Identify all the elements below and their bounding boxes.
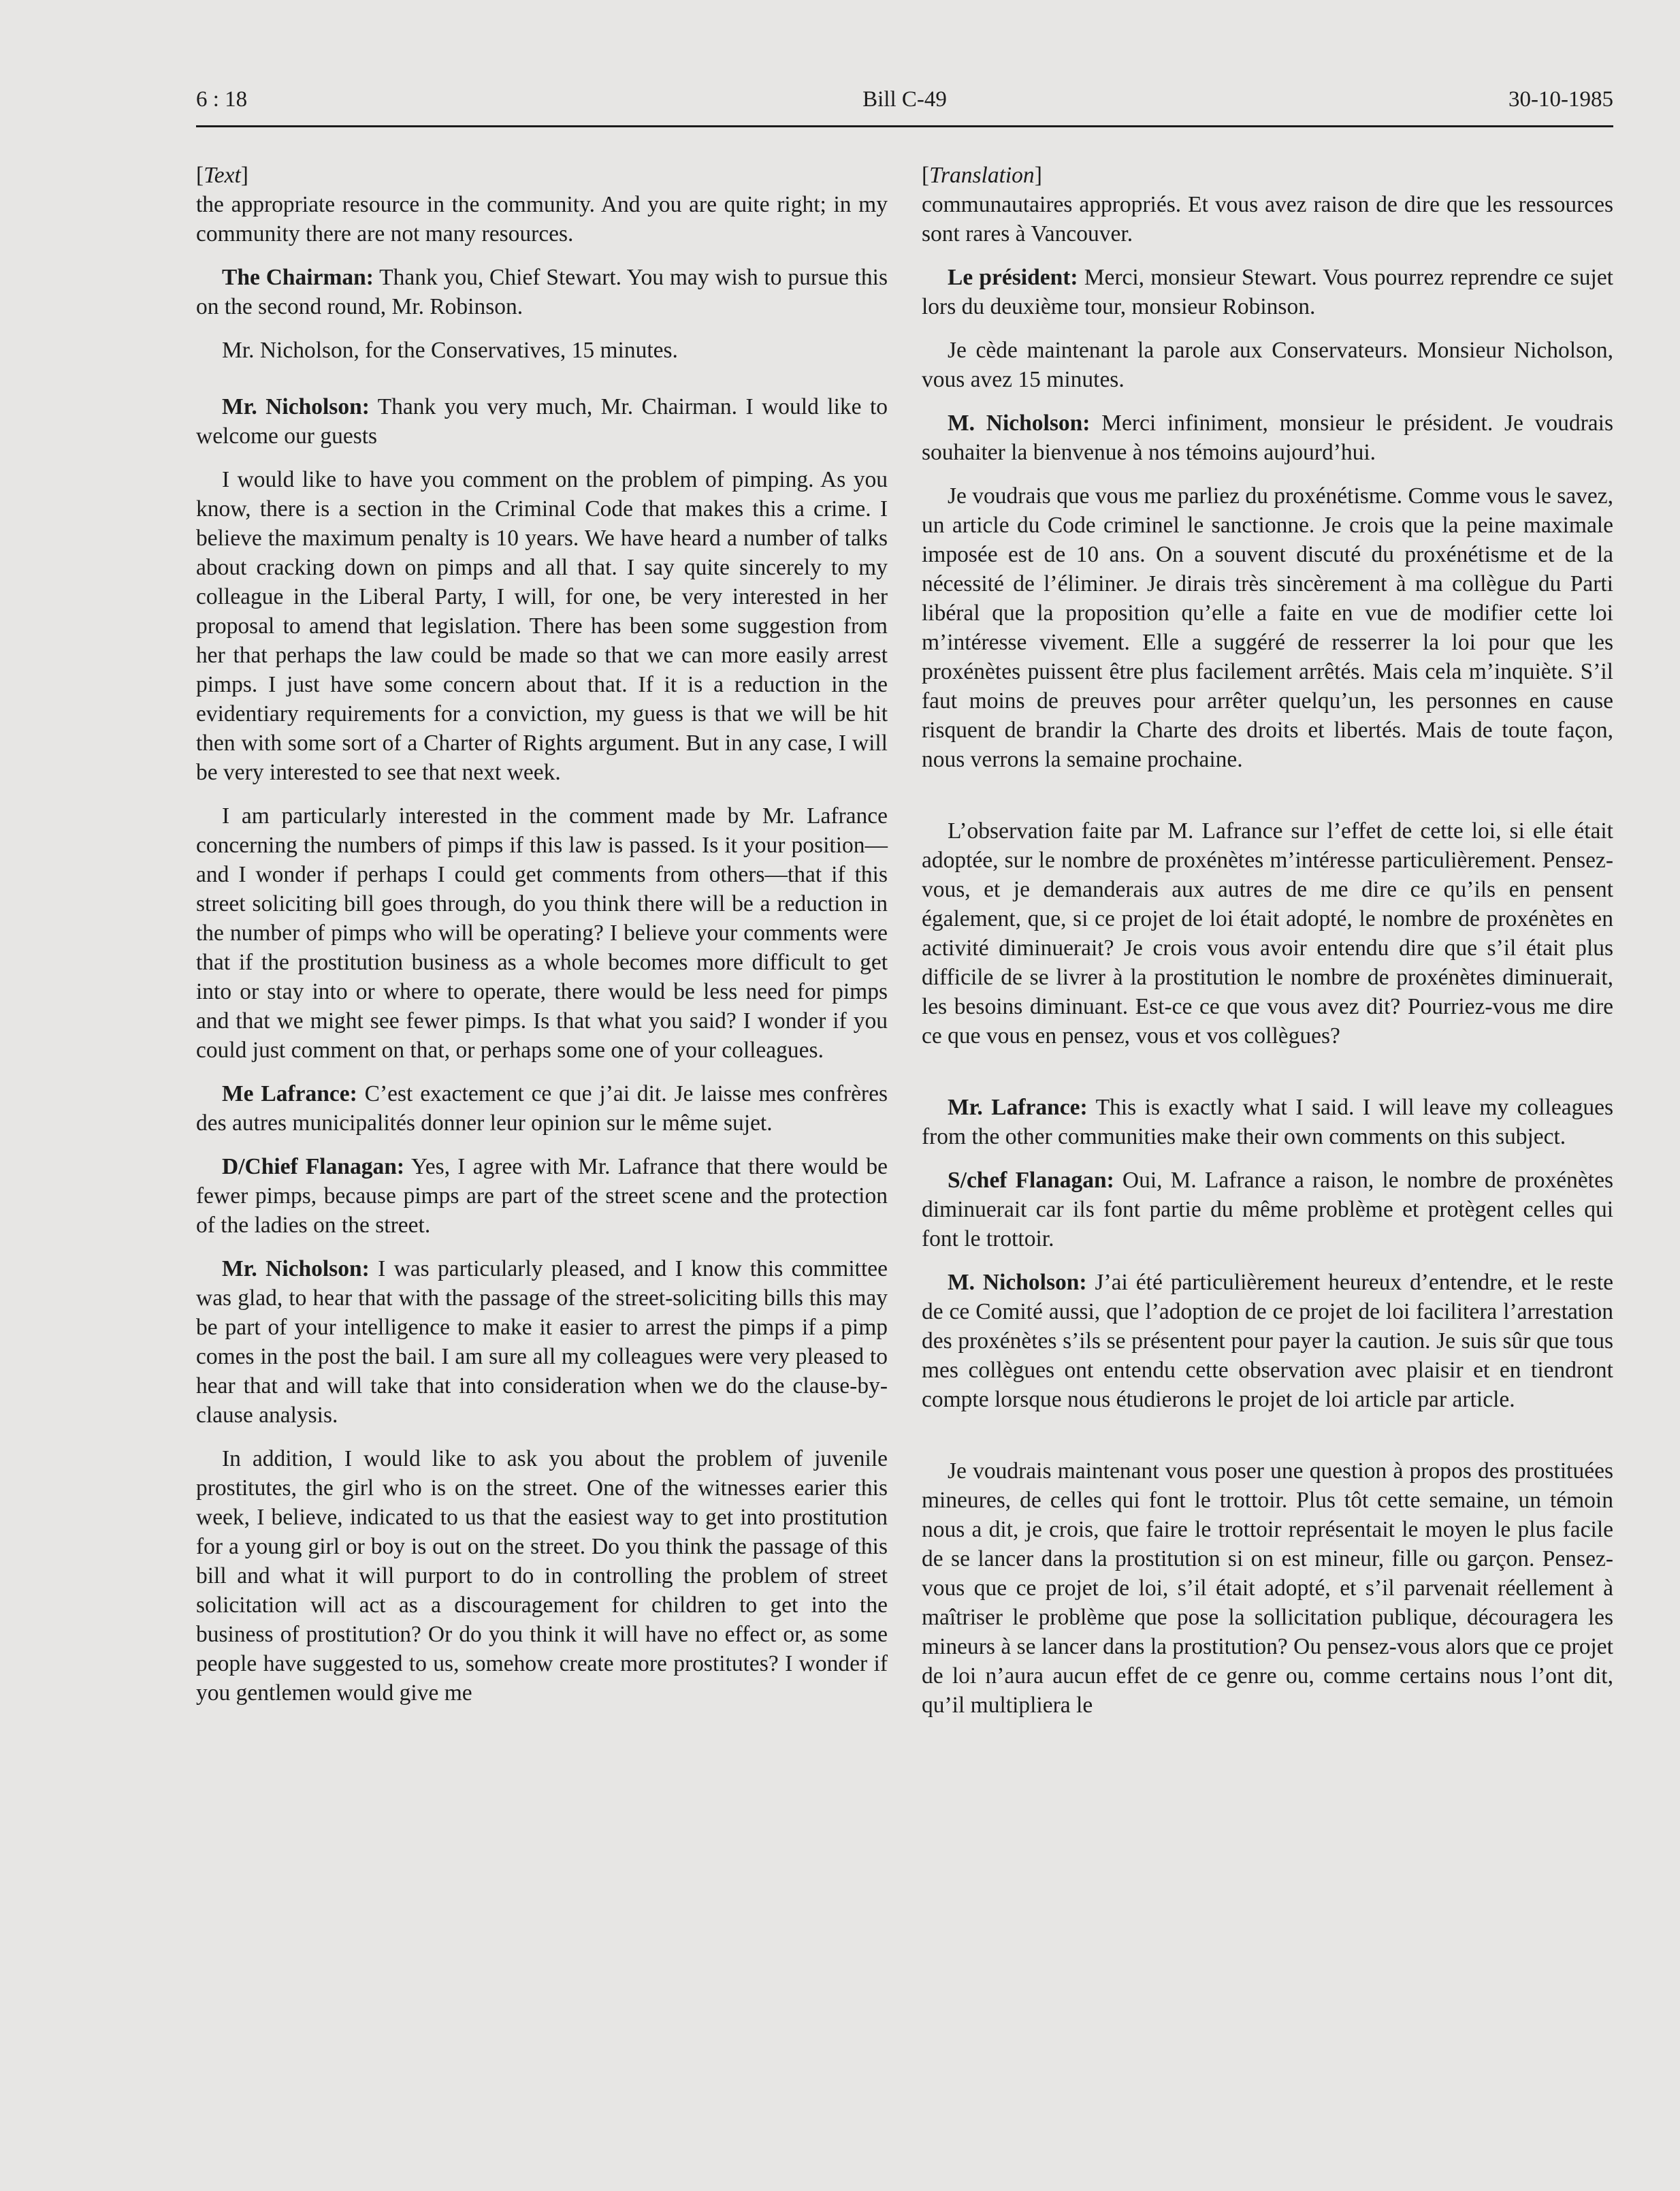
speaker-name: The Chairman: bbox=[222, 265, 374, 290]
paragraph: Me Lafrance: C’est exactement ce que j’ai dit. Je laisse mes confrères des autres municipalités donner leur opinion sur le même sujet. bbox=[196, 1081, 888, 1136]
page-header bbox=[196, 87, 1613, 127]
paragraph: S/chef Flanagan: Oui, M. Lafrance a raison, le nombre de proxénètes diminuerait car ils font partie du même problème et protègent celles qui font le trottoir. bbox=[922, 1168, 1613, 1251]
speaker-name: Le président: bbox=[948, 265, 1078, 290]
speaker-name: Mr. Nicholson: bbox=[222, 1256, 370, 1281]
paragraph: Le président: Merci, monsieur Stewart. Vous pourrez reprendre ce sujet lors du deuxième tour, monsieur Robinson. bbox=[922, 265, 1613, 319]
translation-column bbox=[922, 161, 1613, 1734]
paragraph: The Chairman: Thank you, Chief Stewart. You may wish to pursue this on the second round, Mr. Robinson. bbox=[196, 265, 888, 319]
paragraph: D/Chief Flanagan: Yes, I agree with Mr. Lafrance that there would be fewer pimps, because pimps are part of the street scene and the protection of the ladies on the street. bbox=[196, 1154, 888, 1238]
paragraph: communautaires appropriés. Et vous avez raison de dire que les ressources sont rares à Vancouver. bbox=[922, 192, 1613, 246]
paragraph: Je voudrais que vous me parliez du proxénétisme. Comme vous le savez, un article du Code criminel le sanctionne. Je crois que la peine maximale imposée est de 10 ans. On a souvent discuté du proxénétisme et de la nécessité de l’éliminer. Je dirais très sincèrement à ma collègue du Parti libéral que la proposition qu’elle a faite en vue de modifier cette loi m’intéresse vivement. Elle a suggéré de resserrer la loi pour que les proxénètes puissent être plus facilement arrêtés. Mais cela m’inquiète. S’il faut moins de preuves pour arrêter quelqu’un, les personnes en cause risquent de brandir la Charte des droits et libertés. Mais de toute façon, nous verrons la semaine prochaine. bbox=[922, 483, 1613, 772]
paragraph: Mr. Lafrance: This is exactly what I said. I will leave my colleagues from the other communities make their own comments on this subject. bbox=[922, 1095, 1613, 1149]
paragraph: Je voudrais maintenant vous poser une question à propos des prostituées mineures, de celles qui font le trottoir. Plus tôt cette semaine, un témoin nous a dit, je crois, que faire le trottoir représentait le moyen le plus facile de se lancer dans la prostitution si on est mineur, fille ou garçon. Pensez-vous que ce projet de loi, s’il était adopté, et s’il parvenait réellement à maîtriser le problème que pose la sollicitation publique, découragera les mineurs à se lancer dans la prostitution? Ou pensez-vous alors que ce projet de loi n’aura aucun effet de ce genre ou, comme certains nous l’ont dit, qu’il multipliera le bbox=[922, 1458, 1613, 1718]
paragraph: I am particularly interested in the comment made by Mr. Lafrance concerning the numbers of pimps if this law is passed. Is it your position—and I wonder if perhaps I could get comments from others—that if this street soliciting bill goes through, do you think there will be a reduction in the number of pimps who will be operating? I believe your comments were that if the prostitution business as a whole becomes more difficult to get into or stay into or where to operate, there would be less need for pimps and that we might see fewer pimps. Is that what you said? I wonder if you could just comment on that, or perhaps some one of your colleagues. bbox=[196, 803, 888, 1063]
speaker-name: Me Lafrance: bbox=[222, 1081, 357, 1106]
paragraph: In addition, I would like to ask you about the problem of juvenile prostitutes, the girl who is on the street. One of the witnesses earier this week, I believe, indicated to us that the easiest way to get into prostitution for a young girl or boy is out on the street. Do you think the passage of this bill and what it will purport to do in controlling the problem of street solicitation will act as a discouragement for children to get into the business of prostitution? Or do you think it will have no effect or, as some people have suggested to us, somehow create more prostitutes? I wonder if you gentlemen would give me bbox=[196, 1446, 888, 1706]
paragraph: Mr. Nicholson: I was particularly pleased, and I know this committee was glad, to hear that with the passage of the street-soliciting bills this may be part of your intelligence to make it easier to arrest the pimps if a pimp comes in the post the bail. I am sure all my colleagues were very pleased to hear that and will take that into consideration when we do the clause-by-clause analysis. bbox=[196, 1256, 888, 1428]
bill-title: Bill C-49 bbox=[862, 87, 947, 112]
paragraph: the appropriate resource in the community. And you are quite right; in my community there are not many resources. bbox=[196, 192, 888, 246]
paragraph: L’observation faite par M. Lafrance sur l’effet de cette loi, si elle était adoptée, sur le nombre de proxénètes m’intéresse particulièrement. Pensez-vous, et je demanderais aux autres de me dire ce qu’ils en pensent également, que, si ce projet de loi était adopté, le nombre de proxénètes en activité diminuerait? Je crois vous avoir entendu dire que s’il était plus difficile de se livrer à la prostitution le nombre de proxénètes diminuerait, les besoins diminuant. Est-ce ce que vous avez dit? Pourriez-vous me dire ce que vous en pensez, vous et vos collègues? bbox=[922, 818, 1613, 1049]
paragraph: M. Nicholson: Merci infiniment, monsieur le président. Je voudrais souhaiter la bienvenue à nos témoins aujourd’hui. bbox=[922, 411, 1614, 465]
paragraph: M. Nicholson: J’ai été particulièrement heureux d’entendre, et le reste de ce Comité aussi, que l’adoption de ce projet de loi facilitera l’arrestation des proxénètes s’ils se présentent pour payer la caution. Je suis sûr que tous mes collègues ont entendu cette observation avec plaisir et en tiendront compte lorsque nous étudierons le projet de loi article par article. bbox=[922, 1270, 1614, 1412]
speaker-name: M. Nicholson: bbox=[948, 411, 1091, 436]
speaker-name: D/Chief Flanagan: bbox=[222, 1154, 405, 1179]
speaker-name: Mr. Lafrance: bbox=[948, 1095, 1088, 1120]
column-label: [Text] bbox=[196, 163, 248, 188]
paragraph: Mr. Nicholson: Thank you very much, Mr. Chairman. I would like to welcome our guests bbox=[196, 394, 888, 449]
page-number: 6 : 18 bbox=[196, 87, 248, 112]
page-date: 30-10-1985 bbox=[1508, 87, 1613, 112]
speaker-name: S/chef Flanagan: bbox=[948, 1168, 1114, 1193]
speaker-name: Mr. Nicholson: bbox=[222, 394, 370, 419]
speaker-name: M. Nicholson: bbox=[948, 1270, 1087, 1295]
paragraph: Mr. Nicholson, for the Conservatives, 15 minutes. bbox=[222, 338, 678, 363]
paragraph: Je cède maintenant la parole aux Conservateurs. Monsieur Nicholson, vous avez 15 minutes. bbox=[922, 338, 1613, 392]
column-label: [Translation] bbox=[922, 163, 1042, 188]
paragraph: I would like to have you comment on the problem of pimping. As you know, there is a section in the Criminal Code that makes this a crime. I believe the maximum penalty is 10 years. We have heard a number of talks about cracking down on pimps and all that. I say quite sincerely to my colleague in the Liberal Party, I will, for one, be very interested in her proposal to amend that legislation. There has been some suggestion from her that perhaps the law could be made so that we can more easily arrest pimps. I just have some concern about that. If it is a reduction in the evidentiary requirements for a conviction, my guess is that we will be hit then with some sort of a Charter of Rights argument. But in any case, I will be very interested to see that next week. bbox=[196, 467, 888, 785]
text-column bbox=[196, 161, 888, 1722]
